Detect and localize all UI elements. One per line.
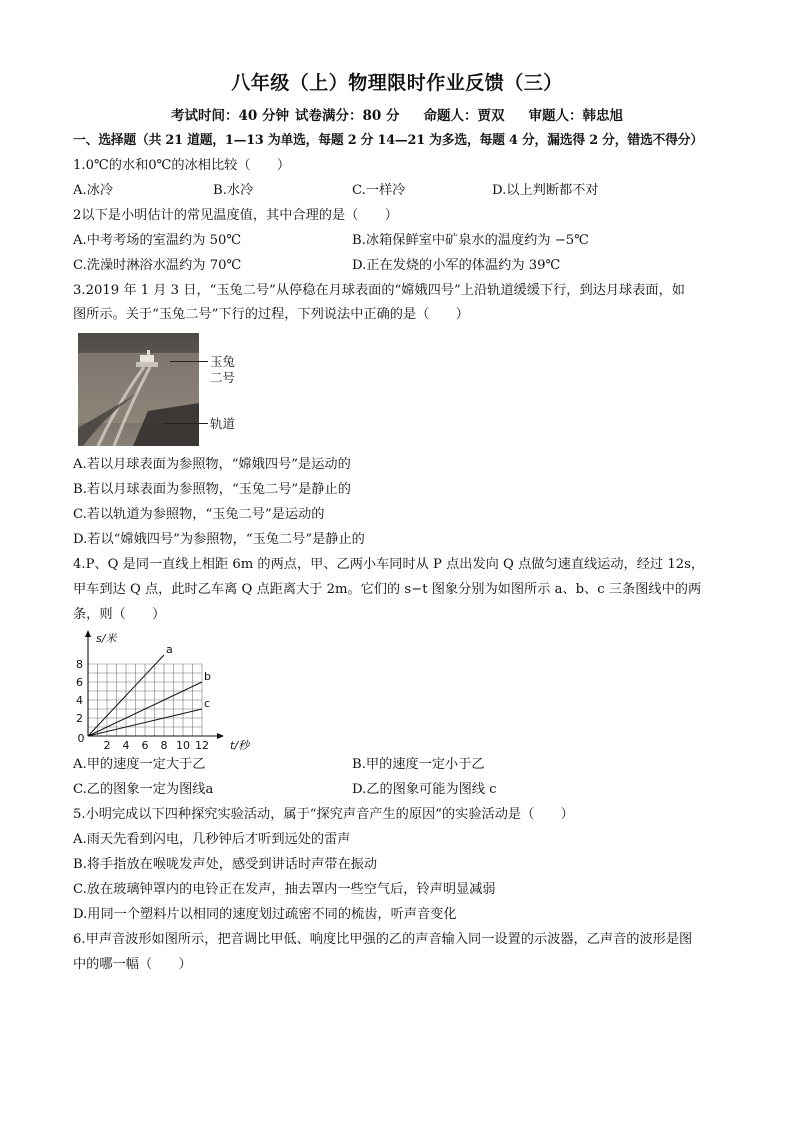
question-6-stem-line-2: 中的哪一幅（ ）: [73, 957, 192, 972]
page-title: 八年级（上）物理限时作业反馈（三）: [231, 72, 563, 94]
question-2-stem: 2以下是小明估计的常见温度值，其中合理的是（ ）: [73, 208, 398, 223]
y-tick-label: 4: [76, 694, 83, 707]
series-label-a: a: [166, 643, 173, 656]
question-4-stem-line-3: 条，则（ ）: [73, 607, 166, 622]
y-axis-arrow: [85, 630, 91, 637]
question-3-stem-line-1: 3.2019 年 1 月 3 日，“玉兔二号”从停稳在月球表面的“嫦娥四号”上沿轨道缓缓下行，到达月球表面，如: [73, 283, 685, 298]
exam-info: [0, 104, 794, 124]
question-3-option-b: B.若以月球表面为参照物，“玉兔二号”是静止的: [73, 482, 351, 497]
y-tick-label: 6: [76, 676, 83, 689]
question-5-option-a: A.雨天先看到闪电，几秒钟后才听到远处的雷声: [73, 832, 351, 847]
question-4-stem-line-1: 4.P、Q 是同一直线上相距 6m 的两点，甲、乙两小车同时从 P 点出发向 Q 点做匀速直线运动，经过 12s，: [73, 557, 705, 572]
rover-label-line-2: 二号: [210, 370, 236, 385]
x-tick-label: 6: [141, 739, 149, 752]
exam-reviewer: 审题人：韩忠旭: [528, 108, 623, 124]
question-2-option-a: A.中考考场的室温约为 50℃: [73, 233, 242, 248]
x-axis-label: t/秒: [230, 739, 250, 752]
x-tick-label: 2: [103, 739, 111, 752]
question-4-option-a: A.甲的速度一定大于乙: [73, 757, 206, 772]
question-5-stem: 5.小明完成以下四种探究实验活动，属于“探究声音产生的原因”的实验活动是（ ）: [73, 807, 574, 822]
y-tick-label: 8: [76, 658, 83, 671]
question-3-stem-line-2: 图所示。关于“玉兔二号”下行的过程，下列说法中正确的是（ ）: [73, 307, 469, 322]
rover-label-line-1: 玉兔: [210, 354, 236, 369]
st-graph: [70, 628, 250, 752]
question-3-option-d: D.若以“嫦娥四号”为参照物，“玉兔二号”是静止的: [73, 532, 365, 547]
exam-time: 考试时间：40 分钟: [171, 108, 289, 124]
question-2-option-b: B.冰箱保鲜室中矿泉水的温度约为 −5℃: [352, 233, 589, 248]
rover-leader-line: [170, 361, 208, 362]
question-4-option-b: B.甲的速度一定小于乙: [352, 757, 485, 772]
x-axis-arrow: [217, 733, 224, 739]
question-1-option-b: B.水冷: [213, 183, 254, 198]
question-4-stem-line-2: 甲车到达 Q 点，此时乙车离 Q 点距离大于 2m。它们的 s−t 图象分别为如图所示 a、b、c 三条图线中的两: [73, 582, 702, 597]
exam-setter: 命题人：贾双: [423, 108, 505, 124]
question-6-stem-line-1: 6.甲声音波形如图所示，把音调比甲低、响度比甲强的乙的声音输入同一设置的示波器，乙声音的波形是图: [73, 932, 693, 947]
exam-score: 试卷满分：80 分: [295, 108, 400, 124]
series-label-b: b: [204, 670, 211, 683]
y-tick-label: 2: [76, 712, 83, 725]
question-4-option-d: D.乙的图象可能为图线 c: [352, 782, 497, 797]
question-5-option-c: C.放在玻璃钟罩内的电铃正在发声，抽去罩内一些空气后，铃声明显减弱: [73, 882, 496, 897]
question-1-option-d: D.以上判断都不对: [492, 183, 599, 198]
lunar-rover-photo: [78, 333, 199, 446]
question-1-option-a: A.冰冷: [73, 183, 114, 198]
question-1-stem: 1.0℃的水和0℃的冰相比较（ ）: [73, 158, 291, 173]
origin-label: 0: [77, 732, 85, 745]
question-2-option-d: D.正在发烧的小军的体温约为 39℃: [352, 258, 561, 273]
x-tick-label: 4: [122, 739, 130, 752]
question-1-option-c: C.一样冷: [352, 183, 406, 198]
x-tick-label: 12: [195, 739, 209, 752]
section-heading: 一、选择题（共 21 道题，1—13 为单选，每题 2 分 14—21 为多选，每题 4 分，漏选得 2 分，错选不得分）: [73, 133, 703, 148]
x-tick-label: 10: [176, 739, 190, 752]
lunar-surface-illustration: [78, 333, 199, 446]
x-tick-label: 8: [160, 739, 168, 752]
track-label: 轨道: [210, 416, 236, 431]
question-3-option-a: A.若以月球表面为参照物，“嫦娥四号”是运动的: [73, 457, 351, 472]
y-axis-label: s/米: [96, 632, 117, 645]
question-5-option-d: D.用同一个塑料片以相同的速度划过疏密不同的梳齿，听声音变化: [73, 907, 457, 922]
question-4-option-c: C.乙的图象一定为图线a: [73, 782, 214, 797]
question-2-option-c: C.洗澡时淋浴水温约为 70℃: [73, 258, 242, 273]
track-leader-line: [165, 423, 208, 424]
question-3-option-c: C.若以轨道为参照物，“玉兔二号”是运动的: [73, 507, 325, 522]
series-label-c: c: [204, 697, 211, 710]
question-5-option-b: B.将手指放在喉咙发声处，感受到讲话时声带在振动: [73, 857, 378, 872]
